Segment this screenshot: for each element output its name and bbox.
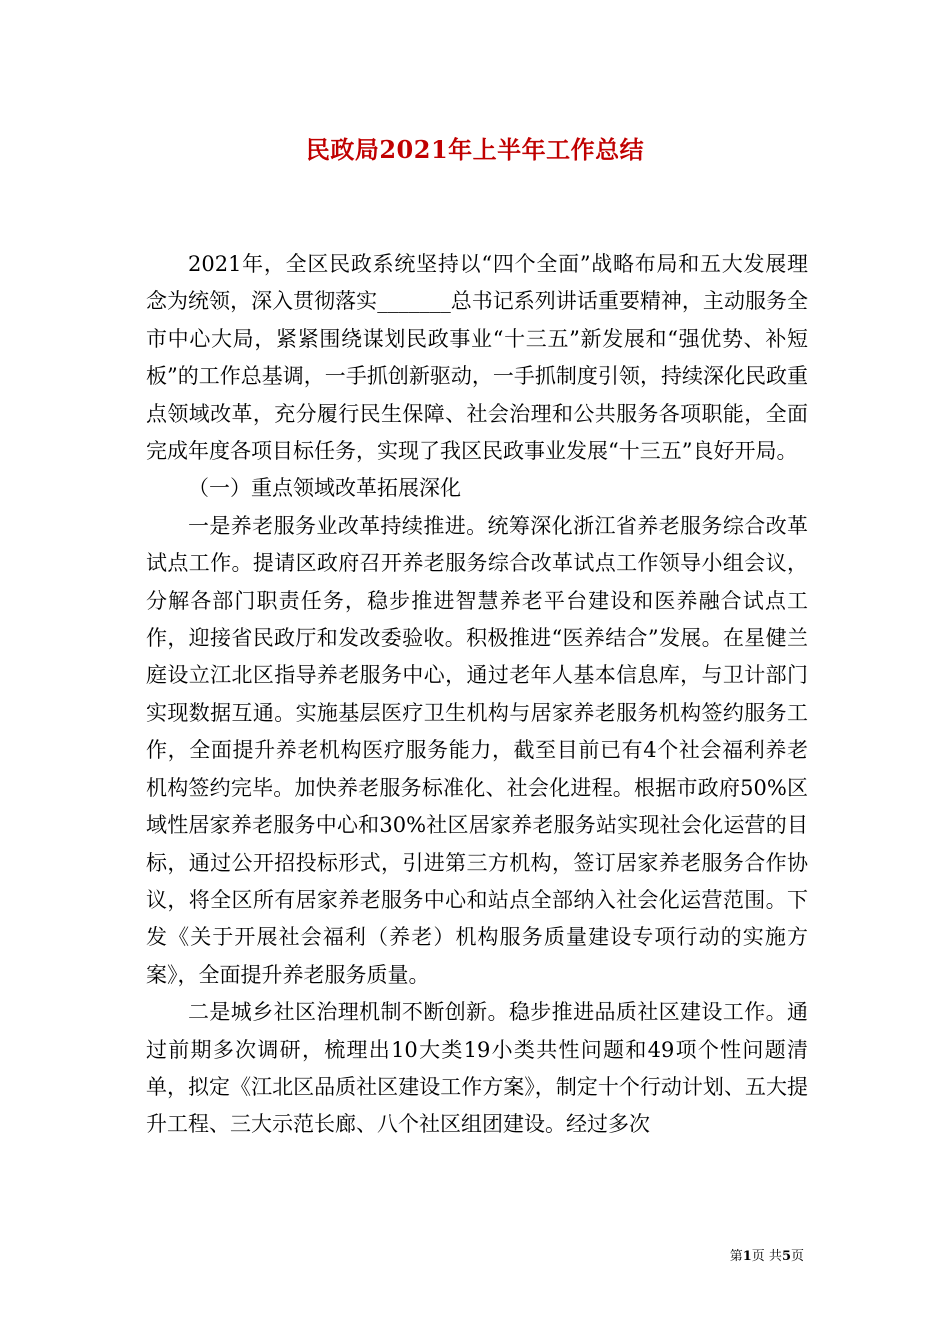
footer-total-pages: 5 — [781, 1249, 791, 1264]
paragraph-community-governance: 二是城乡社区治理机制不断创新。稳步推进品质社区建设工作。通过前期多次调研，梳理出10大类19小类共性问题和49项个性问题清单，拟定《江北区品质社区建设工作方案》，制定十个行动计划、五大提升工程、三大示范长廊、八个社区组团建设。经过多次 — [146, 1000, 808, 1137]
page-title: 民政局2021年上半年工作总结 — [305, 135, 645, 164]
page-footer — [730, 1248, 804, 1266]
paragraph-intro: 2021年，全区民政系统坚持以“四个全面”战略布局和五大发展理念为统领，深入贯彻落实_______总书记系列讲话重要精神，主动服务全市中心大局，紧紧围绕谋划民政事业“十三五”新发展和“强优势、补短板”的工作总基调，一手抓创新驱动，一手抓制度引领，持续深化民政重点领域改革，充分履行民生保障、社会治理和公共服务各项职能，全面完成年度各项目标任务，实现了我区民政事业发展“十三五”良好开局。 — [146, 252, 808, 464]
document-body — [146, 246, 808, 1144]
footer-suffix: 页 — [790, 1249, 804, 1264]
footer-prefix: 第 — [729, 1249, 743, 1264]
paragraph-elderly-care: 一是养老服务业改革持续推进。统筹深化浙江省养老服务综合改革试点工作。提请区政府召开养老服务综合改革试点工作领导小组会议，分解各部门职责任务，稳步推进智慧养老平台建设和医养融合试点工作，迎接省民政厅和发改委验收。积极推进“医养结合”发展。在星健兰庭设立江北区指导养老服务中心，通过老年人基本信息库，与卫计部门实现数据互通。实施基层医疗卫生机构与居家养老服务机构签约服务工作，全面提升养老机构医疗服务能力，截至目前已有4个社会福利养老机构签约完毕。加快养老服务标准化、社会化进程。根据市政府50%区域性居家养老服务中心和30%社区居家养老服务站实现社会化运营的目标，通过公开招投标形式，引进第三方机构，签订居家养老服务合作协议，将全区所有居家养老服务中心和站点全部纳入社会化运营范围。下发《关于开展社会福利（养老）机构服务质量建设专项行动的实施方案》，全面提升养老服务质量。 — [146, 513, 808, 987]
section-heading: （一）重点领域改革拓展深化 — [188, 476, 461, 501]
footer-middle: 页 共 — [751, 1249, 782, 1264]
footer-current-page: 1 — [742, 1249, 752, 1264]
